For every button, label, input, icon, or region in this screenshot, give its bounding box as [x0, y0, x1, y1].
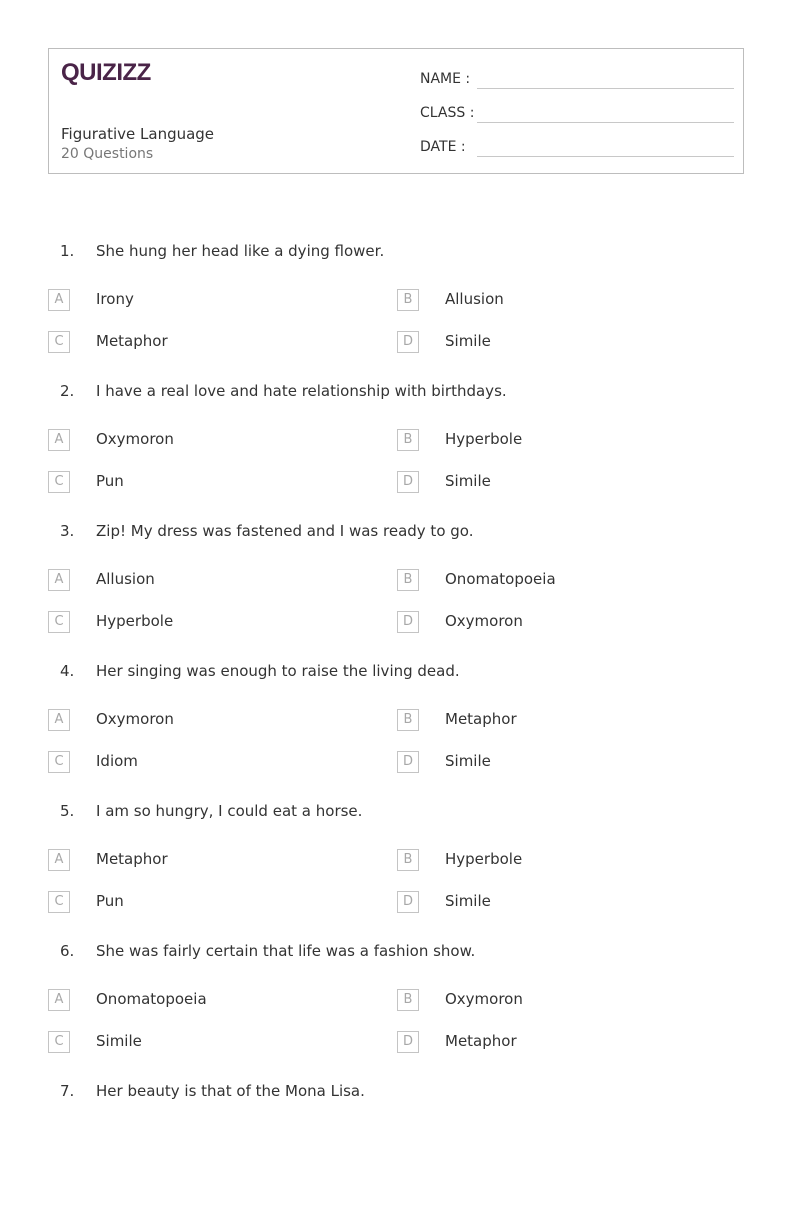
- option-text: Simile: [445, 752, 491, 770]
- option-text: Oxymoron: [445, 612, 523, 630]
- option-text: Onomatopoeia: [445, 570, 556, 588]
- option-text: Onomatopoeia: [96, 990, 207, 1008]
- option-letter-box: A: [48, 289, 70, 311]
- option-a: [48, 289, 348, 313]
- question-number: 2.: [60, 382, 75, 400]
- option-text: Oxymoron: [445, 990, 523, 1008]
- option-text: Metaphor: [96, 850, 168, 868]
- question-count: 20 Questions: [61, 146, 154, 162]
- option-letter-box: D: [397, 1031, 419, 1053]
- option-d: [397, 611, 697, 635]
- option-text: Idiom: [96, 752, 138, 770]
- name-field: [420, 65, 734, 89]
- option-letter-box: A: [48, 989, 70, 1011]
- question-text: She hung her head like a dying flower.: [96, 242, 385, 260]
- option-letter-box: D: [397, 751, 419, 773]
- option-letter-box: D: [397, 471, 419, 493]
- question-7: [0, 1076, 794, 1216]
- option-text: Simile: [445, 332, 491, 350]
- option-text: Metaphor: [96, 332, 168, 350]
- option-d: [397, 891, 697, 915]
- question-text: Her beauty is that of the Mona Lisa.: [96, 1082, 365, 1100]
- class-label: CLASS :: [420, 105, 475, 121]
- question-list: [0, 236, 794, 1216]
- date-field: [420, 133, 734, 157]
- option-letter-box: A: [48, 429, 70, 451]
- question-number: 3.: [60, 522, 75, 540]
- question-4: [0, 656, 794, 796]
- option-text: Oxymoron: [96, 430, 174, 448]
- class-line: [477, 122, 734, 123]
- option-letter-box: A: [48, 709, 70, 731]
- name-line: [477, 88, 734, 89]
- option-letter-box: A: [48, 849, 70, 871]
- option-letter-box: D: [397, 611, 419, 633]
- option-letter-box: D: [397, 331, 419, 353]
- option-letter-box: C: [48, 891, 70, 913]
- option-text: Irony: [96, 290, 134, 308]
- option-letter-box: B: [397, 989, 419, 1011]
- question-number: 7.: [60, 1082, 75, 1100]
- question-number: 1.: [60, 242, 75, 260]
- option-text: Simile: [445, 472, 491, 490]
- option-d: [397, 751, 697, 775]
- option-c: [48, 1031, 348, 1055]
- option-c: [48, 331, 348, 355]
- option-a: [48, 849, 348, 873]
- name-label: NAME :: [420, 71, 471, 87]
- option-a: [48, 709, 348, 733]
- question-1: [0, 236, 794, 376]
- option-letter-box: C: [48, 471, 70, 493]
- option-letter-box: B: [397, 709, 419, 731]
- date-line: [477, 156, 734, 157]
- question-text: I am so hungry, I could eat a horse.: [96, 802, 363, 820]
- option-d: [397, 1031, 697, 1055]
- question-text: I have a real love and hate relationship with birthdays.: [96, 382, 507, 400]
- option-text: Metaphor: [445, 1032, 517, 1050]
- option-c: [48, 891, 348, 915]
- option-c: [48, 471, 348, 495]
- option-a: [48, 989, 348, 1013]
- option-text: Pun: [96, 892, 124, 910]
- option-letter-box: C: [48, 1031, 70, 1053]
- option-letter-box: B: [397, 849, 419, 871]
- question-number: 6.: [60, 942, 75, 960]
- option-b: [397, 989, 697, 1013]
- question-text: She was fairly certain that life was a fashion show.: [96, 942, 476, 960]
- option-text: Metaphor: [445, 710, 517, 728]
- question-text: Her singing was enough to raise the living dead.: [96, 662, 460, 680]
- option-letter-box: A: [48, 569, 70, 591]
- question-text: Zip! My dress was fastened and I was ready to go.: [96, 522, 474, 540]
- option-letter-box: B: [397, 429, 419, 451]
- option-letter-box: B: [397, 289, 419, 311]
- question-number: 5.: [60, 802, 75, 820]
- option-a: [48, 569, 348, 593]
- option-b: [397, 849, 697, 873]
- option-text: Allusion: [445, 290, 504, 308]
- option-text: Simile: [445, 892, 491, 910]
- question-5: [0, 796, 794, 936]
- option-letter-box: C: [48, 331, 70, 353]
- option-text: Oxymoron: [96, 710, 174, 728]
- option-b: [397, 429, 697, 453]
- option-text: Hyperbole: [445, 430, 523, 448]
- quizizz-logo: QUIZIZZ: [61, 59, 151, 86]
- option-c: [48, 751, 348, 775]
- question-number: 4.: [60, 662, 75, 680]
- option-letter-box: D: [397, 891, 419, 913]
- option-letter-box: C: [48, 611, 70, 633]
- question-6: [0, 936, 794, 1076]
- question-3: [0, 516, 794, 656]
- option-letter-box: C: [48, 751, 70, 773]
- option-b: [397, 569, 697, 593]
- option-a: [48, 429, 348, 453]
- option-d: [397, 331, 697, 355]
- option-text: Hyperbole: [96, 612, 174, 630]
- option-text: Simile: [96, 1032, 142, 1050]
- class-field: [420, 99, 734, 123]
- option-d: [397, 471, 697, 495]
- option-letter-box: B: [397, 569, 419, 591]
- worksheet-title: Figurative Language: [61, 125, 215, 143]
- option-text: Pun: [96, 472, 124, 490]
- option-b: [397, 289, 697, 313]
- question-2: [0, 376, 794, 516]
- option-text: Allusion: [96, 570, 155, 588]
- option-c: [48, 611, 348, 635]
- date-label: DATE :: [420, 139, 466, 155]
- worksheet-header: [48, 48, 744, 174]
- option-text: Hyperbole: [445, 850, 523, 868]
- option-b: [397, 709, 697, 733]
